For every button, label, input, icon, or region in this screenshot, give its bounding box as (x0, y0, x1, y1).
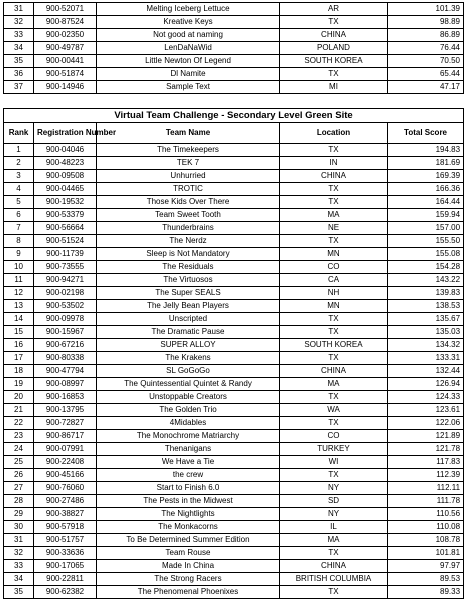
registration-number-cell: 900-62382 (34, 586, 97, 599)
registration-number-cell: 900-04465 (34, 183, 97, 196)
team-name-cell: Melting Iceberg Lettuce (97, 3, 280, 16)
total-score-cell: 97.97 (388, 560, 464, 573)
registration-number-cell: 900-17065 (34, 560, 97, 573)
registration-number-cell: 900-16853 (34, 391, 97, 404)
registration-number-cell: 900-22408 (34, 456, 97, 469)
team-name-cell: The Super SEALS (97, 287, 280, 300)
location-cell: TX (280, 586, 388, 599)
table-row (4, 521, 464, 534)
team-name-cell: The Golden Trio (97, 404, 280, 417)
rank-cell: 26 (4, 469, 34, 482)
rank-cell: 27 (4, 482, 34, 495)
location-cell: TX (280, 417, 388, 430)
registration-number-cell: 900-19532 (34, 196, 97, 209)
location-cell: TX (280, 144, 388, 157)
team-name-cell: The Timekeepers (97, 144, 280, 157)
total-score-cell: 117.83 (388, 456, 464, 469)
rank-cell: 9 (4, 248, 34, 261)
location-cell: WA (280, 404, 388, 417)
team-name-cell: The Krakens (97, 352, 280, 365)
team-name-cell: Team Sweet Tooth (97, 209, 280, 222)
team-name-cell: Dl Namite (97, 68, 280, 81)
total-score-cell: 166.36 (388, 183, 464, 196)
total-score-cell: 157.00 (388, 222, 464, 235)
rank-cell: 31 (4, 534, 34, 547)
total-score-cell: 76.44 (388, 42, 464, 55)
table-row (4, 495, 464, 508)
registration-number-cell: 900-52071 (34, 3, 97, 16)
table-row (4, 326, 464, 339)
registration-number-cell: 900-87524 (34, 16, 97, 29)
table-row (4, 508, 464, 521)
location-cell: NY (280, 482, 388, 495)
location-cell: TURKEY (280, 443, 388, 456)
results-body (4, 144, 464, 599)
registration-number-cell: 900-72827 (34, 417, 97, 430)
rank-cell: 29 (4, 508, 34, 521)
location-cell: CHINA (280, 170, 388, 183)
rank-cell: 13 (4, 300, 34, 313)
location-cell: TX (280, 391, 388, 404)
registration-number-cell: 900-76060 (34, 482, 97, 495)
location-cell: IL (280, 521, 388, 534)
total-score-cell: 181.69 (388, 157, 464, 170)
header-rank: Rank (4, 123, 34, 144)
team-name-cell: The Phenomenal Phoenixes (97, 586, 280, 599)
rank-cell: 32 (4, 547, 34, 560)
registration-number-cell: 900-27486 (34, 495, 97, 508)
team-name-cell: TEK 7 (97, 157, 280, 170)
rank-cell: 34 (4, 42, 34, 55)
rank-cell: 30 (4, 521, 34, 534)
table-title: Virtual Team Challenge - Secondary Level Green Site (4, 109, 464, 123)
team-name-cell: Unhurried (97, 170, 280, 183)
location-cell: CA (280, 274, 388, 287)
rank-cell: 34 (4, 573, 34, 586)
table-row (4, 352, 464, 365)
location-cell: NH (280, 287, 388, 300)
location-cell: TX (280, 313, 388, 326)
location-cell: SOUTH KOREA (280, 55, 388, 68)
registration-number-cell: 900-09508 (34, 170, 97, 183)
total-score-cell: 155.50 (388, 235, 464, 248)
total-score-cell: 132.44 (388, 365, 464, 378)
team-name-cell: The Pests in the Midwest (97, 495, 280, 508)
location-cell: MA (280, 209, 388, 222)
total-score-cell: 135.67 (388, 313, 464, 326)
team-name-cell: Not good at naming (97, 29, 280, 42)
rank-cell: 15 (4, 326, 34, 339)
team-name-cell: The Monkacorns (97, 521, 280, 534)
registration-number-cell: 900-47794 (34, 365, 97, 378)
registration-number-cell: 900-04046 (34, 144, 97, 157)
total-score-cell: 138.53 (388, 300, 464, 313)
team-name-cell: Thenanigans (97, 443, 280, 456)
total-score-cell: 112.11 (388, 482, 464, 495)
location-cell: TX (280, 326, 388, 339)
header-registration-number: Registration Number (34, 123, 97, 144)
table-row (4, 157, 464, 170)
table-row (4, 339, 464, 352)
total-score-cell: 135.03 (388, 326, 464, 339)
table-row (4, 300, 464, 313)
team-name-cell: Sleep is Not Mandatory (97, 248, 280, 261)
team-name-cell: We Have a Tie (97, 456, 280, 469)
team-name-cell: Those Kids Over There (97, 196, 280, 209)
rank-cell: 28 (4, 495, 34, 508)
total-score-cell: 111.78 (388, 495, 464, 508)
rank-cell: 6 (4, 209, 34, 222)
rank-cell: 35 (4, 55, 34, 68)
team-name-cell: LenDaNaWid (97, 42, 280, 55)
registration-number-cell: 900-51874 (34, 68, 97, 81)
total-score-cell: 169.39 (388, 170, 464, 183)
table-row (4, 456, 464, 469)
rank-cell: 4 (4, 183, 34, 196)
table-row (4, 42, 464, 55)
total-score-cell: 112.39 (388, 469, 464, 482)
rank-cell: 1 (4, 144, 34, 157)
table-header-row (4, 123, 464, 144)
team-name-cell: SL GoGoGo (97, 365, 280, 378)
rank-cell: 36 (4, 68, 34, 81)
registration-number-cell: 900-45166 (34, 469, 97, 482)
registration-number-cell: 900-00441 (34, 55, 97, 68)
team-name-cell: To Be Determined Summer Edition (97, 534, 280, 547)
location-cell: TX (280, 352, 388, 365)
team-name-cell: Thunderbrains (97, 222, 280, 235)
location-cell: CO (280, 430, 388, 443)
total-score-cell: 121.89 (388, 430, 464, 443)
rank-cell: 12 (4, 287, 34, 300)
total-score-cell: 47.17 (388, 81, 464, 94)
rank-cell: 16 (4, 339, 34, 352)
previous-results-body (4, 3, 464, 94)
location-cell: SOUTH KOREA (280, 339, 388, 352)
location-cell: NY (280, 508, 388, 521)
registration-number-cell: 900-51524 (34, 235, 97, 248)
registration-number-cell: 900-22811 (34, 573, 97, 586)
table-row (4, 16, 464, 29)
rank-cell: 24 (4, 443, 34, 456)
registration-number-cell: 900-51757 (34, 534, 97, 547)
rank-cell: 33 (4, 560, 34, 573)
total-score-cell: 110.08 (388, 521, 464, 534)
location-cell: BRITISH COLUMBIA (280, 573, 388, 586)
total-score-cell: 139.83 (388, 287, 464, 300)
header-total-score: Total Score (388, 123, 464, 144)
rank-cell: 35 (4, 586, 34, 599)
rank-cell: 19 (4, 378, 34, 391)
table-row (4, 378, 464, 391)
registration-number-cell: 900-56664 (34, 222, 97, 235)
table-row (4, 29, 464, 42)
rank-cell: 11 (4, 274, 34, 287)
table-row (4, 287, 464, 300)
table-row (4, 417, 464, 430)
table-row (4, 313, 464, 326)
table-row (4, 547, 464, 560)
total-score-cell: 65.44 (388, 68, 464, 81)
registration-number-cell: 900-15967 (34, 326, 97, 339)
location-cell: TX (280, 469, 388, 482)
rank-cell: 3 (4, 170, 34, 183)
results-table (3, 108, 464, 599)
team-name-cell: SUPER ALLOY (97, 339, 280, 352)
team-name-cell: The Nerdz (97, 235, 280, 248)
registration-number-cell: 900-53502 (34, 300, 97, 313)
team-name-cell: TROTIC (97, 183, 280, 196)
rank-cell: 5 (4, 196, 34, 209)
registration-number-cell: 900-94271 (34, 274, 97, 287)
registration-number-cell: 900-86717 (34, 430, 97, 443)
rank-cell: 22 (4, 417, 34, 430)
rank-cell: 10 (4, 261, 34, 274)
total-score-cell: 89.33 (388, 586, 464, 599)
rank-cell: 25 (4, 456, 34, 469)
team-name-cell: The Jelly Bean Players (97, 300, 280, 313)
team-name-cell: 4Midables (97, 417, 280, 430)
team-name-cell: Made In China (97, 560, 280, 573)
rank-cell: 21 (4, 404, 34, 417)
total-score-cell: 121.78 (388, 443, 464, 456)
team-name-cell: The Quintessential Quintet & Randy (97, 378, 280, 391)
table-row (4, 430, 464, 443)
team-name-cell: The Strong Racers (97, 573, 280, 586)
table-row (4, 170, 464, 183)
registration-number-cell: 900-73555 (34, 261, 97, 274)
location-cell: TX (280, 196, 388, 209)
total-score-cell: 86.89 (388, 29, 464, 42)
table-row (4, 365, 464, 378)
table-row (4, 209, 464, 222)
table-row (4, 81, 464, 94)
registration-number-cell: 900-14946 (34, 81, 97, 94)
location-cell: NE (280, 222, 388, 235)
location-cell: CHINA (280, 560, 388, 573)
team-name-cell: the crew (97, 469, 280, 482)
location-cell: TX (280, 235, 388, 248)
registration-number-cell: 900-48223 (34, 157, 97, 170)
total-score-cell: 108.78 (388, 534, 464, 547)
total-score-cell: 89.53 (388, 573, 464, 586)
registration-number-cell: 900-13795 (34, 404, 97, 417)
table-row (4, 443, 464, 456)
table-row (4, 391, 464, 404)
location-cell: MA (280, 534, 388, 547)
total-score-cell: 155.08 (388, 248, 464, 261)
location-cell: AR (280, 3, 388, 16)
previous-results-table (3, 2, 464, 94)
rank-cell: 31 (4, 3, 34, 16)
team-name-cell: The Nightlights (97, 508, 280, 521)
location-cell: POLAND (280, 42, 388, 55)
table-row (4, 183, 464, 196)
registration-number-cell: 900-38827 (34, 508, 97, 521)
location-cell: IN (280, 157, 388, 170)
registration-number-cell: 900-07991 (34, 443, 97, 456)
total-score-cell: 101.81 (388, 547, 464, 560)
rank-cell: 8 (4, 235, 34, 248)
header-location: Location (280, 123, 388, 144)
table-row (4, 560, 464, 573)
location-cell: SD (280, 495, 388, 508)
rank-cell: 18 (4, 365, 34, 378)
registration-number-cell: 900-02198 (34, 287, 97, 300)
registration-number-cell: 900-67216 (34, 339, 97, 352)
rank-cell: 32 (4, 16, 34, 29)
total-score-cell: 101.39 (388, 3, 464, 16)
total-score-cell: 164.44 (388, 196, 464, 209)
table-row (4, 274, 464, 287)
registration-number-cell: 900-49787 (34, 42, 97, 55)
table-row (4, 222, 464, 235)
rank-cell: 2 (4, 157, 34, 170)
location-cell: MA (280, 378, 388, 391)
table-row (4, 235, 464, 248)
location-cell: WI (280, 456, 388, 469)
total-score-cell: 194.83 (388, 144, 464, 157)
team-name-cell: Kreative Keys (97, 16, 280, 29)
total-score-cell: 123.61 (388, 404, 464, 417)
total-score-cell: 122.06 (388, 417, 464, 430)
total-score-cell: 98.89 (388, 16, 464, 29)
table-row (4, 469, 464, 482)
table-row (4, 144, 464, 157)
total-score-cell: 159.94 (388, 209, 464, 222)
rank-cell: 17 (4, 352, 34, 365)
total-score-cell: 70.50 (388, 55, 464, 68)
location-cell: CHINA (280, 365, 388, 378)
registration-number-cell: 900-09978 (34, 313, 97, 326)
table-row (4, 573, 464, 586)
team-name-cell: Little Newton Of Legend (97, 55, 280, 68)
total-score-cell: 124.33 (388, 391, 464, 404)
table-row (4, 68, 464, 81)
registration-number-cell: 900-80338 (34, 352, 97, 365)
team-name-cell: The Monochrome Matriarchy (97, 430, 280, 443)
total-score-cell: 126.94 (388, 378, 464, 391)
registration-number-cell: 900-02350 (34, 29, 97, 42)
location-cell: MI (280, 81, 388, 94)
rank-cell: 37 (4, 81, 34, 94)
rank-cell: 33 (4, 29, 34, 42)
team-name-cell: Start to Finish 6.0 (97, 482, 280, 495)
registration-number-cell: 900-11739 (34, 248, 97, 261)
location-cell: TX (280, 16, 388, 29)
registration-number-cell: 900-33636 (34, 547, 97, 560)
total-score-cell: 110.56 (388, 508, 464, 521)
table-row (4, 586, 464, 599)
team-name-cell: The Virtuosos (97, 274, 280, 287)
rank-cell: 14 (4, 313, 34, 326)
total-score-cell: 133.31 (388, 352, 464, 365)
team-name-cell: Unscripted (97, 313, 280, 326)
registration-number-cell: 900-53379 (34, 209, 97, 222)
table-title-row (4, 109, 464, 123)
location-cell: TX (280, 547, 388, 560)
table-row (4, 482, 464, 495)
team-name-cell: Sample Text (97, 81, 280, 94)
registration-number-cell: 900-08997 (34, 378, 97, 391)
location-cell: CO (280, 261, 388, 274)
rank-cell: 20 (4, 391, 34, 404)
rank-cell: 7 (4, 222, 34, 235)
location-cell: CHINA (280, 29, 388, 42)
table-row (4, 534, 464, 547)
total-score-cell: 134.32 (388, 339, 464, 352)
total-score-cell: 143.22 (388, 274, 464, 287)
registration-number-cell: 900-57918 (34, 521, 97, 534)
team-name-cell: The Residuals (97, 261, 280, 274)
total-score-cell: 154.28 (388, 261, 464, 274)
team-name-cell: The Dramatic Pause (97, 326, 280, 339)
location-cell: TX (280, 68, 388, 81)
team-name-cell: Team Rouse (97, 547, 280, 560)
location-cell: MN (280, 248, 388, 261)
table-row (4, 3, 464, 16)
table-row (4, 261, 464, 274)
table-row (4, 404, 464, 417)
table-row (4, 196, 464, 209)
rank-cell: 23 (4, 430, 34, 443)
table-row (4, 55, 464, 68)
location-cell: TX (280, 183, 388, 196)
team-name-cell: Unstoppable Creators (97, 391, 280, 404)
location-cell: MN (280, 300, 388, 313)
table-row (4, 248, 464, 261)
header-team-name: Team Name (97, 123, 280, 144)
